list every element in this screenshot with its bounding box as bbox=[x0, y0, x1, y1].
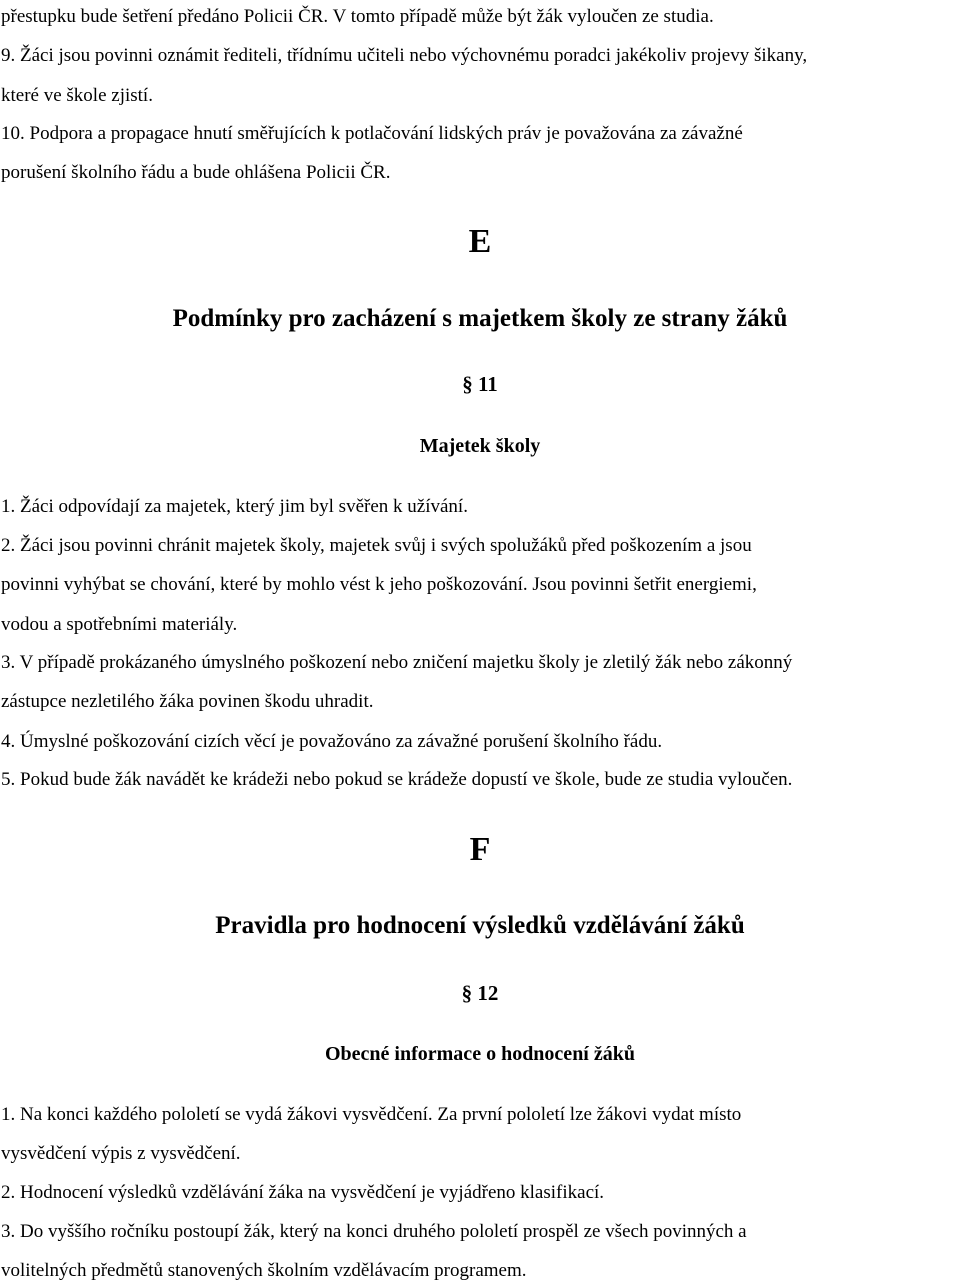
text-line: přestupku bude šetření předáno Policii ČR. V tomto případě může být žák vyloučen ze studia. bbox=[1, 6, 714, 27]
subheading: Majetek školy bbox=[419, 435, 541, 457]
text-line: 10. Podpora a propagace hnutí směřujících k potlačování lidských práv je považována za závažné bbox=[1, 123, 743, 144]
text-line: 1. Žáci odpovídají za majetek, který jim byl svěřen k užívání. bbox=[1, 496, 468, 517]
text-line: porušení školního řádu a bude ohlášena Policii ČR. bbox=[1, 162, 391, 183]
text-line: 2. Hodnocení výsledků vzdělávání žáka na vysvědčení je vyjádřeno klasifikací. bbox=[1, 1182, 605, 1203]
section-title: Podmínky pro zacházení s majetkem školy ze strany žáků bbox=[172, 305, 788, 332]
text-line: 1. Na konci každého pololetí se vydá žákovi vysvědčení. Za první pololetí lze žákovi vydat místo bbox=[1, 1104, 742, 1125]
text-line: 5. Pokud bude žák navádět ke krádeži nebo pokud se krádeže dopustí ve škole, bude ze studia vyloučen. bbox=[1, 769, 793, 790]
text-line: zástupce nezletilého žáka povinen škodu uhradit. bbox=[1, 691, 374, 712]
section-letter: E bbox=[468, 223, 492, 260]
subheading: Obecné informace o hodnocení žáků bbox=[325, 1043, 635, 1065]
text-line: vodou a spotřebními materiály. bbox=[1, 614, 238, 635]
text-line: 2. Žáci jsou povinni chránit majetek školy, majetek svůj i svých spolužáků před poškozením a jsou bbox=[1, 535, 752, 556]
paragraph-number: § 12 bbox=[461, 981, 499, 1005]
section-letter: F bbox=[469, 831, 491, 868]
text-line: 4. Úmyslné poškozování cizích věcí je považováno za závažné porušení školního řádu. bbox=[1, 731, 663, 752]
text-line: volitelných předmětů stanovených školním vzdělávacím programem. bbox=[1, 1260, 527, 1281]
text-line: které ve škole zjistí. bbox=[1, 85, 153, 106]
text-line: 9. Žáci jsou povinni oznámit řediteli, třídnímu učiteli nebo výchovnému poradci jakékoliv projevy šikany, bbox=[1, 45, 808, 66]
section-title: Pravidla pro hodnocení výsledků vzdělávání žáků bbox=[215, 912, 745, 939]
text-line: vysvědčení výpis z vysvědčení. bbox=[1, 1143, 241, 1164]
text-line: 3. Do vyššího ročníku postoupí žák, který na konci druhého pololetí prospěl ze všech povinných a bbox=[1, 1221, 747, 1242]
text-line: povinni vyhýbat se chování, které by mohlo vést k jeho poškozování. Jsou povinni šetřit energiemi, bbox=[1, 574, 757, 595]
paragraph-number: § 11 bbox=[462, 372, 498, 396]
text-line: 3. V případě prokázaného úmyslného poškození nebo zničení majetku školy je zletilý žák nebo zákonný bbox=[1, 652, 793, 673]
